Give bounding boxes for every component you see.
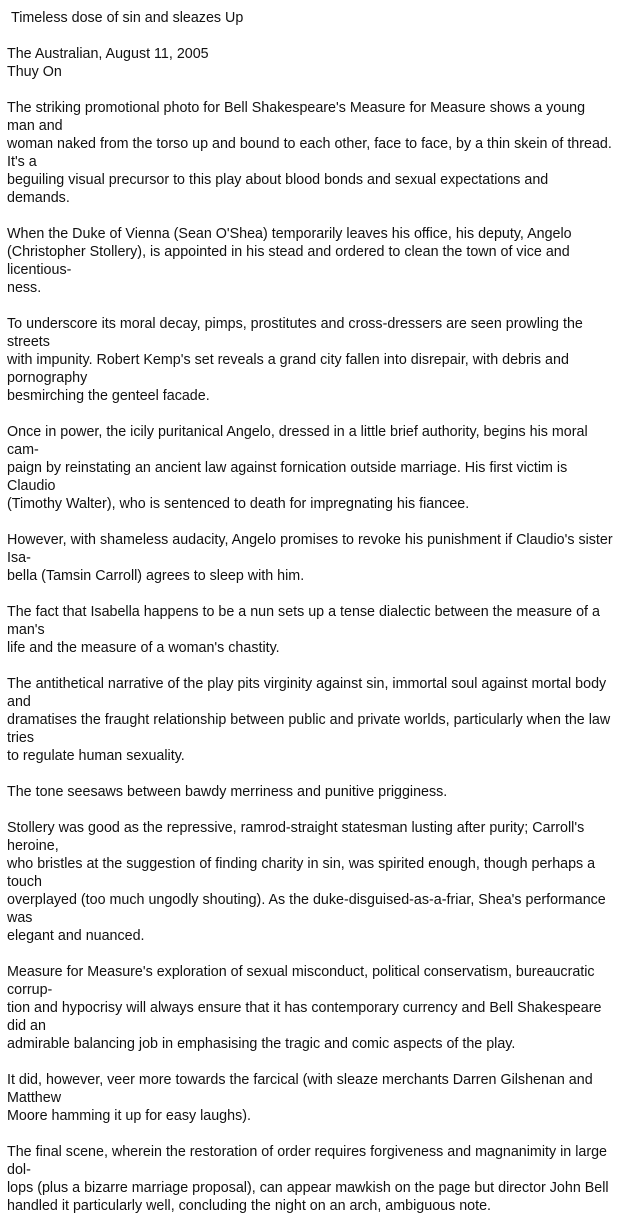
paragraph: However, with shameless audacity, Angelo promises to revoke his punishment if Claudio's sister Isa- bella (Tamsin Carroll) agrees to sleep with him. xyxy=(7,532,613,584)
paragraph: Measure for Measure's exploration of sexual misconduct, political conservatism, bureaucratic corrup- tion and hypocrisy will always ensure that it has contemporary currency and Bell Shakespeare did an admirable balancing job in emphasising the tragic and comic aspects of the play. xyxy=(7,964,602,1052)
paragraph: The antithetical narrative of the play pits virginity against sin, immortal soul against mortal body and dramatises the fraught relationship between public and private worlds, particularly when the law tries to regulate human sexuality. xyxy=(7,676,611,764)
article-author: Thuy On xyxy=(7,64,62,80)
article-meta xyxy=(7,45,613,81)
paragraph: To underscore its moral decay, pimps, prostitutes and cross-dressers are seen prowling the streets with impunity. Robert Kemp's set reveals a grand city fallen into disrepair, with debris and pornography besmirching the genteel facade. xyxy=(7,316,583,404)
paragraph: Stollery was good as the repressive, ramrod-straight statesman lusting after purity; Carroll's heroine, who bristles at the suggestion of finding charity in sin, was spirited enough, though perhaps a touch overplayed (too much ungodly shouting). As the duke-disguised-as-a-friar, Shea's performance was elegant and nuanced. xyxy=(7,820,606,944)
article-title: Timeless dose of sin and sleazes Up xyxy=(11,10,244,26)
paragraph: The fact that Isabella happens to be a nun sets up a tense dialectic between the measure of a man's life and the measure of a woman's chastity. xyxy=(7,604,600,656)
paragraph: It did, however, veer more towards the farcical (with sleaze merchants Darren Gilshenan and Matthew Moore hamming it up for easy laughs). xyxy=(7,1072,593,1124)
paragraph: The striking promotional photo for Bell Shakespeare's Measure for Measure shows a young man and woman naked from the torso up and bound to each other, face to face, by a thin skein of thread. It's a beguiling visual precursor to this play about blood bonds and sexual expectations and demands. xyxy=(7,100,612,206)
paragraph: When the Duke of Vienna (Sean O'Shea) temporarily leaves his office, his deputy, Angelo (Christopher Stollery), is appointed in his stead and ordered to clean the town of vice and licentious- ness. xyxy=(7,226,572,296)
paragraph: Once in power, the icily puritanical Angelo, dressed in a little brief authority, begins his moral cam- paign by reinstating an ancient law against fornication outside marriage. His first victim is Claudio (Timothy Walter), who is sentenced to death for impregnating his fiancee. xyxy=(7,424,588,512)
article-source: The Australian, August 11, 2005 xyxy=(7,46,209,62)
paragraph: The final scene, wherein the restoration of order requires forgiveness and magnanimity in large dol- lops (plus a bizarre marriage proposal), can appear mawkish on the page but director John Bell handled it particularly well, concluding the night on an arch, ambiguous note. xyxy=(7,1144,609,1214)
paragraph: The tone seesaws between bawdy merriness and punitive prigginess. xyxy=(7,784,448,800)
